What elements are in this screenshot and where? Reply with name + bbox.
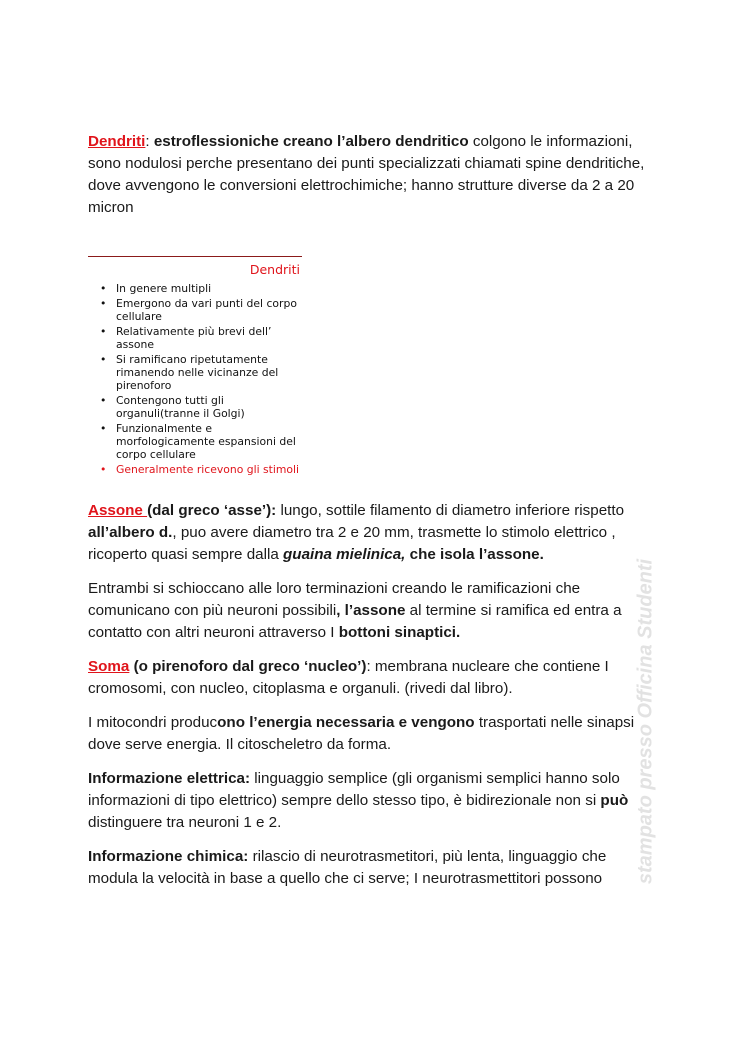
slide-bullet: • Emergono da vari punti del corpo cellulare (100, 297, 304, 323)
mitocondri-text: trasportati nelle sinapsi dove serve energia. Il citoscheletro da forma. (88, 714, 635, 753)
info-elettrica-bold: può (600, 792, 629, 809)
slide-bullet-list (88, 282, 304, 476)
watermark (636, 545, 656, 895)
slide-bullet: • Funzionalmente e morfologicamente espansioni del corpo cellulare (100, 422, 304, 461)
slide-bullet: • Contengono tutti gli organuli(tranne il Golgi) (100, 394, 304, 420)
mitocondri-text: I mitocondri produc (88, 714, 218, 731)
dendriti-paragraph (88, 131, 648, 219)
assone-paragraph (88, 500, 648, 566)
assone-text: , puo avere diametro tra 2 e 20 mm, trasmette lo stimolo elettrico , ricoperto quasi sempre dalla (88, 524, 616, 563)
info-elettrica-text: linguaggio semplice (gli organismi semplici hanno solo informazioni di tipo elettrico) sempre dello stesso tipo, è bidirezionale non si (88, 770, 620, 809)
mitocondri-bold: ono l’energia necessaria e vengono (217, 714, 475, 731)
soma-paragraph (88, 656, 648, 700)
slide-title: Dendriti (249, 262, 300, 277)
slide-bullet: • In genere multipli (100, 282, 304, 295)
assone-bold: all’albero d. (88, 524, 173, 541)
dendriti-bold: estroflessioniche creano l’albero dendritico (153, 133, 469, 150)
assone-text: lungo, sottile filamento di diametro inferiore rispetto (276, 502, 625, 519)
soma-text: : membrana nucleare che contiene I cromosomi, con nucleo, citoplasma e organuli. (rivedi dal libro). (88, 658, 609, 697)
slide-bullet: • Relativamente più brevi dell’ assone (100, 325, 304, 351)
info-chimica-heading: Informazione chimica: (88, 848, 249, 865)
dendriti-text: colgono le informazioni, sono nodulosi perche presentano dei punti specializzati chiamati spine dendritiche, dove avvengono le conversioni elettrochimiche; hanno strutture diverse da 2 a 20 micron (88, 133, 645, 216)
separator: : (145, 133, 154, 150)
soma-etymology: (o pirenoforo dal greco ‘nucleo’) (129, 658, 367, 675)
slide-bullet-highlight: • Generalmente ricevono gli stimoli (100, 463, 304, 476)
info-chimica-paragraph (88, 846, 648, 890)
dendriti-slide-image (88, 256, 304, 478)
entrambi-paragraph (88, 578, 648, 644)
assone-term: Assone (88, 502, 148, 519)
soma-term: Soma (88, 658, 130, 675)
guaina-mielinica: guaina mielinica, (283, 546, 406, 563)
slide-bullet: • Si ramificano ripetutamente rimanendo nelle vicinanze del pirenoforo (100, 353, 304, 392)
assone-etymology: (dal greco ‘asse’): (147, 502, 277, 519)
info-chimica-text: rilascio di neurotrasmetitori, più lenta, linguaggio che modula la velocità in base a quello che ci serve; I neurotrasmettitori possono (88, 848, 607, 887)
mitocondri-paragraph (88, 712, 648, 756)
slide-divider (88, 256, 302, 257)
info-elettrica-text: distinguere tra neuroni 1 e 2. (88, 814, 282, 831)
dendriti-term: Dendriti (88, 133, 146, 150)
bottoni-sinaptici: bottoni sinaptici. (338, 624, 461, 641)
assone-bold: che isola l’assone. (405, 546, 544, 563)
entrambi-text: Entrambi si schioccano alle loro terminazioni creando le ramificazioni che comunicano con più neuroni possibili (88, 580, 581, 619)
info-elettrica-heading: Informazione elettrica: (88, 770, 251, 787)
entrambi-bold: , l’assone (336, 602, 406, 619)
watermark-text: stampato presso Officina Studenti (634, 558, 657, 885)
info-elettrica-paragraph (88, 768, 648, 834)
entrambi-text: al termine si ramifica ed entra a contatto con altri neuroni attraverso I (88, 602, 622, 641)
